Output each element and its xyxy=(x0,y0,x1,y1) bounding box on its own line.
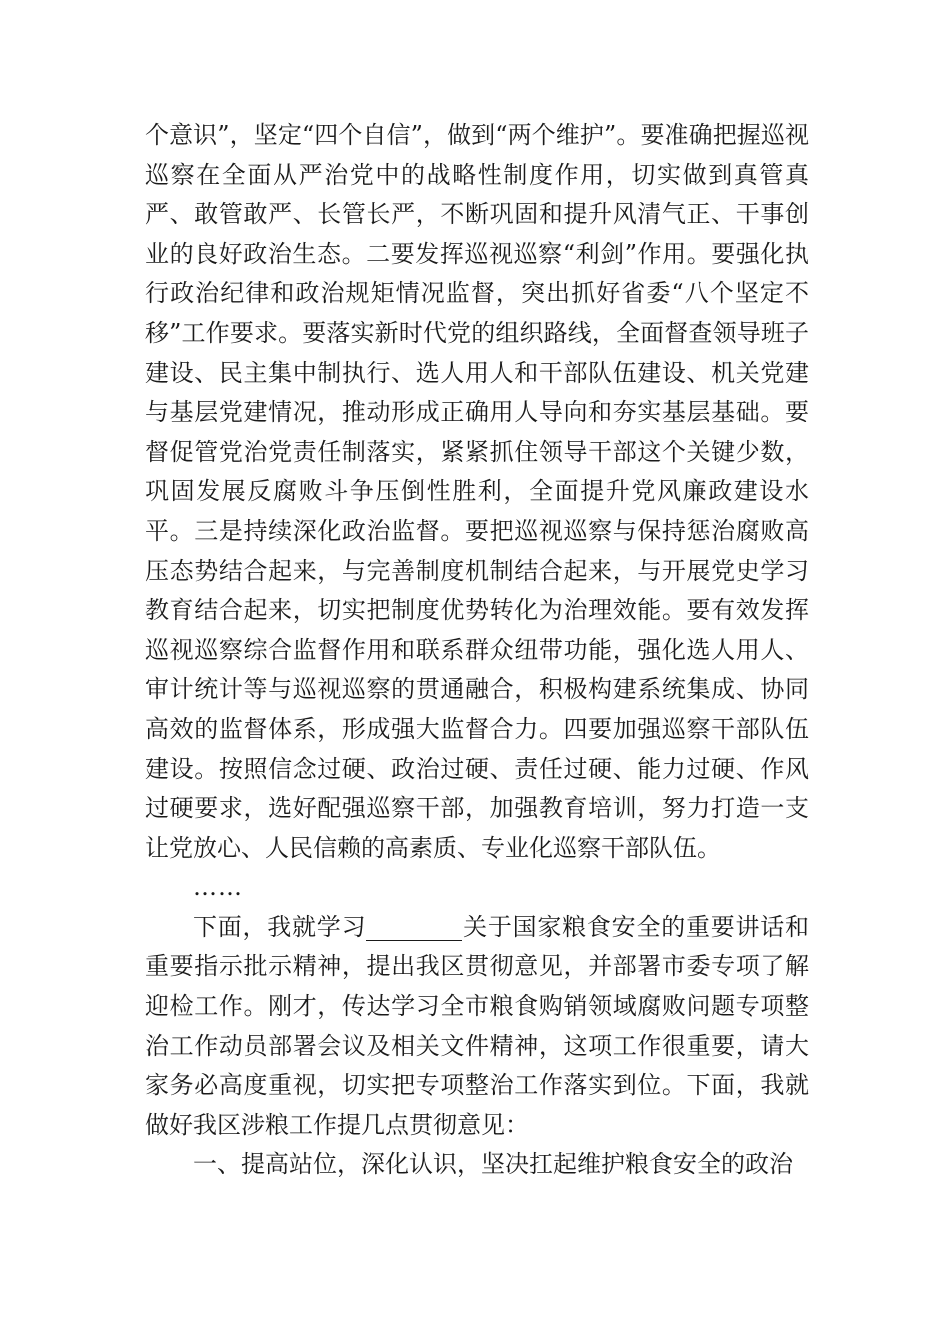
fill-in-blank xyxy=(366,916,462,941)
paragraph-intro xyxy=(145,908,809,1146)
ellipsis-paragraph: …… xyxy=(193,873,243,902)
section-heading-one: 一、提高站位，深化认识，坚决扛起维护粮食安全的政治 xyxy=(193,1150,793,1179)
intro-text-after-blank: 关于国家粮食安全的重要讲话和重要指示批示精神，提出我区贯彻意见，并部署市委专项了解迎检工作。刚才，传达学习全市粮食购销领域腐败问题专项整治工作动员部署会议及相关文件精神，这项工作很重要，请大家务必高度重视，切实把专项整治工作落实到位。下面，我就做好我区涉粮工作提几点贯彻意见： xyxy=(145,912,810,1139)
intro-text-before-blank: 下面，我就学习 xyxy=(193,912,367,941)
document-body xyxy=(145,116,809,1185)
paragraph-continued: 个意识”，坚定“四个自信”，做到“两个维护”。要准确把握巡视巡察在全面从严治党中的战略性制度作用，切实做到真管真严、敢管敢严、长管长严，不断巩固和提升风清气正、干事创业的良好政治生态。二要发挥巡视巡察“利剑”作用。要强化执行政治纪律和政治规矩情况监督，突出抓好省委“八个坚定不移”工作要求。要落实新时代党的组织路线，全面督查领导班子建设、民主集中制执行、选人用人和干部队伍建设、机关党建与基层党建情况，推动形成正确用人导向和夯实基层基础。要督促管党治党责任制落实，紧紧抓住领导干部这个关键少数，巩固发展反腐败斗争压倒性胜利，全面提升党风廉政建设水平。三是持续深化政治监督。要把巡视巡察与保持惩治腐败高压态势结合起来，与完善制度机制结合起来，与开展党史学习教育结合起来，切实把制度优势转化为治理效能。要有效发挥巡视巡察综合监督作用和联系群众纽带功能，强化选人用人、审计统计等与巡视巡察的贯通融合，积极构建系统集成、协同高效的监督体系，形成强大监督合力。四要加强巡察干部队伍建设。按照信念过硬、政治过硬、责任过硬、能力过硬、作风过硬要求，选好配强巡察干部，加强教育培训，努力打造一支让党放心、人民信赖的高素质、专业化巡察干部队伍。 xyxy=(145,121,809,862)
